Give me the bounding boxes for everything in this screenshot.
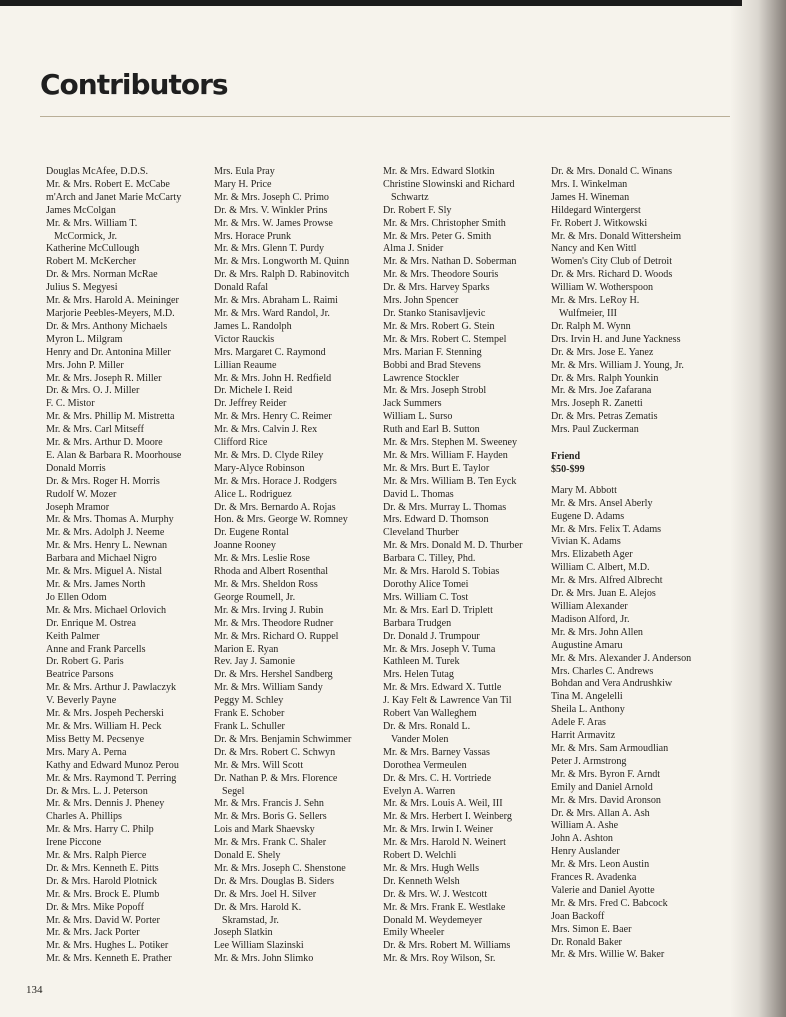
contributor-name: Madison Alford, Jr. — [551, 613, 630, 625]
contributor-name: Mr. & Mrs. Earl D. Triplett — [383, 604, 493, 616]
contributor-name: Marjorie Peebles-Meyers, M.D. — [46, 307, 175, 319]
contributor-name: Dr. Donald J. Trumpour — [383, 630, 480, 642]
contributor-name: Joanne Rooney — [214, 540, 276, 552]
contributor-name: Hon. & Mrs. George W. Romney — [214, 514, 348, 526]
contributor-name: Mr. & Mrs. Thomas A. Murphy — [46, 514, 174, 526]
contributor-name: Mr. & Mrs. Calvin J. Rex — [214, 424, 318, 436]
contributor-name: Mrs. Mary A. Perna — [46, 746, 127, 758]
contributor-name: Mr. & Mrs. Louis A. Weil, III — [383, 798, 503, 810]
contributor-name: Robert Van Walleghem — [383, 708, 477, 720]
contributor-name: Mrs. Paul Zuckerman — [551, 424, 639, 436]
contributor-name: Mr. & Mrs. Edward X. Tuttle — [383, 682, 502, 694]
contributor-name: Dr. & Mrs. Bernardo A. Rojas — [214, 501, 336, 513]
contributor-name: James L. Randolph — [214, 320, 292, 332]
contributor-name: Augustine Amaru — [551, 639, 623, 651]
contributor-name: Mr. & Mrs. John Allen — [551, 626, 643, 638]
contributor-name: Dr. & Mrs. Mike Popoff — [46, 901, 144, 913]
contributor-name: Lois and Mark Shaevsky — [214, 824, 315, 836]
contributor-name: Mr. & Mrs. Sam Armoudlian — [551, 742, 669, 754]
contributor-name: Dr. & Mrs. Ronald L. — [383, 720, 471, 732]
contributors-column-4 — [551, 166, 691, 962]
contributor-name: McCormick, Jr. — [54, 230, 118, 242]
contributor-name: Alma J. Snider — [383, 243, 444, 255]
contributor-name: Mr. & Mrs. Harold A. Meininger — [46, 295, 179, 307]
contributor-name: Mr. & Mrs. Glenn T. Purdy — [214, 243, 325, 255]
contributor-name: Mr. & Mrs. Alfred Albrecht — [551, 575, 663, 587]
contributor-name: Mr. & Mrs. Jospeh Pecherski — [46, 708, 164, 720]
contributor-name: Dr. & Mrs. Donald C. Winans — [551, 166, 673, 177]
contributor-name: Mr. & Mrs. Richard O. Ruppel — [214, 630, 339, 642]
contributor-name: m'Arch and Janet Marie McCarty — [46, 191, 182, 203]
contributor-name: Dr. & Mrs. Ralph Younkin — [551, 372, 659, 384]
contributor-name: Mrs. Joseph R. Zanetti — [551, 398, 643, 410]
contributor-name: Donald M. Weydemeyer — [383, 914, 483, 926]
contributor-name: Dr. & Mrs. Roger H. Morris — [46, 475, 160, 487]
contributor-name: Robert M. McKercher — [46, 256, 136, 268]
contributor-name: Mr. & Mrs. LeRoy H. — [551, 295, 640, 307]
contributor-name: James H. Wineman — [551, 191, 630, 203]
contributor-name: Nancy and Ken Wittl — [551, 243, 637, 255]
contributor-name: Dr. & Mrs. Joel H. Silver — [214, 888, 317, 900]
contributor-name: Mr. & Mrs. Joseph R. Miller — [46, 372, 162, 384]
contributor-name: Dr. Nathan P. & Mrs. Florence — [214, 772, 338, 784]
contributor-name: Mr. & Mrs. William H. Peck — [46, 720, 162, 732]
contributor-name: Mr. & Mrs. Robert C. Stempel — [383, 333, 507, 345]
contributor-name: Myron L. Milgram — [46, 333, 123, 345]
contributor-name: Dr. Michele I. Reid — [214, 385, 293, 397]
contributor-name: Mr. & Mrs. Nathan D. Soberman — [383, 256, 517, 268]
contributor-name: Mr. & Mrs. Donald M. D. Thurber — [383, 540, 523, 552]
contributor-name: David L. Thomas — [383, 488, 454, 500]
contributor-name: Irene Piccone — [46, 837, 102, 849]
contributor-name: Mr. & Mrs. Barney Vassas — [383, 746, 490, 758]
contributor-name: Mr. & Mrs. Irving J. Rubin — [214, 604, 324, 616]
contributor-name: Mr. & Mrs. Brock E. Plumb — [46, 888, 160, 900]
contributor-name: Mr. & Mrs. David W. Porter — [46, 914, 160, 926]
contributor-name: Valerie and Daniel Ayotte — [551, 884, 655, 896]
contributor-name: Douglas McAfee, D.D.S. — [46, 166, 149, 177]
contributor-name: Mr. & Mrs. Raymond T. Perring — [46, 772, 177, 784]
contributor-name: Peggy M. Schley — [214, 695, 284, 707]
contributor-name: Mr. & Mrs. Joseph Strobl — [383, 385, 487, 397]
contributor-name: Dr. & Mrs. Benjamin Schwimmer — [214, 733, 352, 745]
contributor-name: Keith Palmer — [46, 630, 100, 642]
contributor-name: Dorothea Vermeulen — [383, 759, 467, 771]
contributor-name: Mr. & Mrs. Phillip M. Mistretta — [46, 411, 175, 423]
contributor-name: Mr. & Mrs. Fred C. Babcock — [551, 897, 668, 909]
contributor-name: F. C. Mistor — [46, 398, 95, 410]
contributor-name: Mr. & Mrs. Arthur D. Moore — [46, 437, 163, 449]
contributor-name: Jack Summers — [383, 398, 442, 410]
contributor-name: Barbara Trudgen — [383, 617, 452, 629]
contributor-name: Katherine McCullough — [46, 243, 140, 255]
contributor-name: Dr. & Mrs. Petras Zematis — [551, 411, 658, 423]
contributor-name: Fr. Robert J. Witkowski — [551, 217, 648, 229]
contributor-name: Mr. & Mrs. Herbert I. Weinberg — [383, 811, 512, 823]
contributor-name: John A. Ashton — [551, 833, 613, 845]
contributor-name: Alice L. Rodriguez — [214, 488, 292, 500]
contributor-name: Mr. & Mrs. Donald Wittersheim — [551, 230, 682, 242]
contributor-name: Mr. & Mrs. Will Scott — [214, 759, 304, 771]
contributor-name: Mr. & Mrs. Francis J. Sehn — [214, 798, 324, 810]
contributor-name: Mr. & Mrs. Arthur J. Pawlaczyk — [46, 682, 177, 694]
contributor-name: Dr. Ralph M. Wynn — [551, 320, 631, 332]
contributor-name: Mr. & Mrs. W. James Prowse — [214, 217, 333, 229]
contributor-name: Marion E. Ryan — [214, 643, 279, 655]
contributor-name: Mrs. Horace Prunk — [214, 230, 292, 242]
contributor-name: Dr. & Mrs. Robert C. Schwyn — [214, 746, 336, 758]
contributor-name: Mr. & Mrs. Leon Austin — [551, 859, 650, 871]
contributor-name: Dr. Robert F. Sly — [383, 204, 452, 216]
contributor-name: Skramstad, Jr. — [222, 914, 279, 926]
contributor-name: Mr. & Mrs. Frank C. Shaler — [214, 837, 327, 849]
contributor-name: Mr. & Mrs. David Aronson — [551, 794, 661, 806]
contributor-name: Mary H. Price — [214, 178, 272, 190]
contributor-name: Donald E. Shely — [214, 850, 281, 862]
contributor-name: Henry Auslander — [551, 846, 620, 858]
contributor-name: Dr. & Mrs. Murray L. Thomas — [383, 501, 507, 513]
contributor-name: Vivian K. Adams — [551, 536, 621, 548]
contributor-name: E. Alan & Barbara R. Moorhouse — [46, 449, 182, 461]
contributor-name: Victor Rauckis — [214, 333, 275, 345]
contributor-name: Mr. & Mrs. Burt E. Taylor — [383, 462, 490, 474]
contributor-name: Christine Slowinski and Richard — [383, 178, 515, 190]
contributor-name: Segel — [222, 785, 245, 797]
contributor-name: Emily Wheeler — [383, 927, 445, 939]
contributor-name: Mr. & Mrs. Robert G. Stein — [383, 320, 495, 332]
contributor-name: Drs. Irvin H. and June Yackness — [551, 333, 681, 345]
contributor-name: Dr. & Mrs. L. J. Peterson — [46, 785, 148, 797]
contributor-name: Mr. & Mrs. Jack Porter — [46, 927, 140, 939]
contributor-name: Dr. & Mrs. Kenneth E. Pitts — [46, 862, 159, 874]
contributor-name: Rudolf W. Mozer — [46, 488, 117, 500]
contributor-name: Dr. Robert G. Paris — [46, 656, 124, 668]
contributor-name: Dr. Eugene Rontal — [214, 527, 289, 539]
contributor-name: Kathleen M. Turek — [383, 656, 460, 668]
contributor-name: Dr. & Mrs. Ralph D. Rabinovitch — [214, 269, 350, 281]
contributor-name: Robert D. Welchli — [383, 850, 457, 862]
contributor-name: Cleveland Thurber — [383, 527, 459, 539]
contributor-name: Mr. & Mrs. Harold N. Weinert — [383, 837, 506, 849]
contributor-name: Eugene D. Adams — [551, 510, 625, 522]
contributor-name: Dr. & Mrs. Anthony Michaels — [46, 320, 168, 332]
contributor-name: Donald Morris — [46, 462, 106, 474]
contributor-name: Mr. & Mrs. Robert E. McCabe — [46, 178, 170, 190]
contributor-name: Ruth and Earl B. Sutton — [383, 424, 480, 436]
contributor-name: Mr. & Mrs. Roy Wilson, Sr. — [383, 953, 496, 965]
contributor-name: William Alexander — [551, 601, 628, 612]
contributor-name: Mr. & Mrs. Stephen M. Sweeney — [383, 437, 518, 449]
contributor-name: Mr. & Mrs. Boris G. Sellers — [214, 811, 327, 823]
contributor-name: William C. Albert, M.D. — [551, 562, 650, 574]
contributor-name: Mr. & Mrs. Kenneth E. Prather — [46, 953, 172, 965]
contributor-name: Mrs. William C. Tost — [383, 591, 469, 603]
contributor-name: Mr. & Mrs. Henry C. Reimer — [214, 411, 332, 423]
top-rule — [0, 0, 742, 6]
contributor-name: Joseph Slatkin — [214, 927, 273, 939]
contributor-name: Dr. Enrique M. Ostrea — [46, 617, 136, 629]
contributor-name: Anne and Frank Parcells — [46, 643, 146, 655]
contributor-name: Mr. & Mrs. William J. Young, Jr. — [551, 359, 684, 371]
contributor-name: Schwartz — [391, 191, 429, 203]
contributor-name: Wulfmeier, III — [559, 307, 618, 319]
contributor-name: Dr. & Mrs. Robert M. Williams — [383, 940, 511, 952]
page-number: 134 — [26, 984, 43, 996]
contributor-name: Mary-Alyce Robinson — [214, 462, 305, 474]
contributor-name: Barbara and Michael Nigro — [46, 553, 157, 565]
contributor-name: Dr. & Mrs. Harold Plotnick — [46, 875, 158, 887]
contributor-name: Mr. & Mrs. Ralph Pierce — [46, 850, 147, 862]
contributor-name: William L. Surso — [383, 411, 453, 423]
contributor-name: George Roumell, Jr. — [214, 591, 296, 603]
contributor-name: Mrs. Elizabeth Ager — [551, 549, 633, 561]
page-title: Contributors — [40, 68, 228, 101]
contributor-name: Kathy and Edward Munoz Perou — [46, 759, 179, 771]
contributor-name: Lillian Reaume — [214, 359, 277, 371]
contributor-name: Bohdan and Vera Andrushkiw — [551, 678, 673, 690]
contributor-name: Mr. & Mrs. John Slimko — [214, 953, 314, 965]
contributor-name: Dr. Stanko Stanisavljevic — [383, 307, 486, 319]
contributor-name: Jo Ellen Odom — [46, 591, 107, 603]
contributor-name: Mr. & Mrs. Horace J. Rodgers — [214, 475, 337, 487]
contributor-name: Mrs. Edward D. Thomson — [383, 514, 489, 526]
contributor-name: Dr. & Mrs. Juan E. Alejos — [551, 588, 656, 600]
contributor-name: Mr. & Mrs. Theodore Rudner — [214, 617, 334, 629]
contributor-name: Joseph Mramor — [46, 501, 110, 513]
contributor-name: Dr. & Mrs. Hershel Sandberg — [214, 669, 333, 681]
contributor-name: Mrs. I. Winkelman — [551, 178, 628, 190]
contributor-name: Mr. & Mrs. D. Clyde Riley — [214, 449, 324, 461]
section-heading: Friend — [551, 451, 581, 463]
contributor-name: Adele F. Aras — [551, 717, 606, 729]
contributor-name: Mr. & Mrs. Miguel A. Nistal — [46, 566, 163, 578]
contributor-name: Mary M. Abbott — [551, 484, 617, 496]
contributor-name: William W. Wotherspoon — [551, 282, 654, 294]
contributor-name: Mr. & Mrs. Joseph C. Primo — [214, 191, 329, 203]
contributors-column-1 — [46, 166, 181, 966]
contributor-name: James McColgan — [46, 204, 116, 216]
contributor-name: Mr. & Mrs. Harry C. Philp — [46, 824, 154, 836]
contributor-name: Beatrice Parsons — [46, 669, 114, 681]
contributor-name: Peter J. Armstrong — [551, 755, 627, 767]
section-amount-range: $50-$99 — [551, 463, 585, 475]
contributor-name: Mr. & Mrs. Dennis J. Pheney — [46, 798, 165, 810]
contributor-name: Mr. & Mrs. Henry L. Newnan — [46, 540, 168, 552]
contributor-name: Mr. & Mrs. Leslie Rose — [214, 553, 310, 565]
contributor-name: Dr. & Mrs. Douglas B. Siders — [214, 875, 335, 887]
contributor-name: Mrs. Margaret C. Raymond — [214, 346, 326, 358]
contributor-name: Mr. & Mrs. Longworth M. Quinn — [214, 256, 350, 268]
contributor-name: Mr. & Mrs. Sheldon Ross — [214, 579, 318, 590]
contributor-name: Mr. & Mrs. William T. — [46, 217, 138, 229]
contributor-name: Mr. & Mrs. Joseph V. Tuma — [383, 643, 496, 655]
contributor-name: Mr. & Mrs. Ward Randol, Jr. — [214, 307, 330, 319]
contributor-name: Dr. & Mrs. Norman McRae — [46, 269, 158, 281]
contributor-name: Women's City Club of Detroit — [551, 256, 673, 268]
contributor-name: Mr. & Mrs. Alexander J. Anderson — [551, 652, 692, 664]
contributor-name: Dr. & Mrs. Harold K. — [214, 901, 302, 913]
contributor-name: Dr. & Mrs. Harvey Sparks — [383, 282, 490, 294]
contributor-name: Dr. Ronald Baker — [551, 936, 622, 948]
contributor-name: Dr. Jeffrey Reider — [214, 398, 287, 410]
contributor-name: Mrs. Eula Pray — [214, 166, 275, 177]
contributors-column-2 — [214, 166, 351, 966]
contributor-name: Clifford Rice — [214, 437, 268, 449]
contributor-name: Dr. & Mrs. V. Winkler Prins — [214, 204, 328, 216]
contributor-name: Mr. & Mrs. Hughes L. Potiker — [46, 940, 169, 952]
contributor-name: Mr. & Mrs. Joe Zafarana — [551, 385, 652, 397]
contributor-name: Barbara C. Tilley, Phd. — [383, 553, 476, 565]
contributor-name: Lawrence Stockler — [383, 372, 459, 384]
contributor-name: Sheila L. Anthony — [551, 704, 625, 716]
contributor-name: Mr. & Mrs. Christopher Smith — [383, 217, 506, 229]
contributor-name: Mr. & Mrs. John H. Redfield — [214, 372, 332, 384]
contributor-name: Joan Backoff — [551, 910, 605, 922]
contributor-name: Dr. Kenneth Welsh — [383, 875, 460, 887]
contributor-name: Dr. & Mrs. W. J. Westcott — [383, 888, 488, 900]
contributor-name: Harrit Armavitz — [551, 730, 616, 742]
contributor-name: Mr. & Mrs. Willie W. Baker — [551, 949, 665, 961]
contributor-name: Donald Rafal — [214, 282, 269, 294]
contributor-name: Henry and Dr. Antonina Miller — [46, 346, 171, 358]
contributor-name: Hildegard Wintergerst — [551, 204, 641, 216]
contributor-name: V. Beverly Payne — [46, 695, 117, 707]
contributor-name: Mrs. Helen Tutag — [383, 669, 454, 681]
contributor-name: Mrs. Simon E. Baer — [551, 923, 632, 935]
contributor-name: Mr. & Mrs. Joseph C. Shenstone — [214, 862, 346, 874]
contributor-name: J. Kay Felt & Lawrence Van Til — [383, 695, 512, 707]
contributor-name: Mr. & Mrs. William B. Ten Eyck — [383, 475, 517, 487]
title-divider — [40, 116, 730, 117]
contributor-name: William A. Ashe — [551, 820, 619, 832]
contributor-name: Mr. & Mrs. Adolph J. Neeme — [46, 527, 165, 539]
contributor-name: Mr. & Mrs. Michael Orlovich — [46, 604, 166, 616]
contributor-name: Mrs. Charles C. Andrews — [551, 665, 654, 677]
contributor-name: Vander Molen — [391, 733, 449, 745]
contributor-name: Mr. & Mrs. Harold S. Tobias — [383, 566, 500, 578]
contributor-name: Frank E. Schober — [214, 708, 285, 720]
contributor-name: Mrs. Marian F. Stenning — [383, 346, 482, 358]
contributor-name: Mr. & Mrs. Byron F. Arndt — [551, 768, 661, 780]
contributor-name: Mr. & Mrs. Abraham L. Raimi — [214, 295, 338, 307]
contributor-name: Dr. & Mrs. C. H. Vortriede — [383, 772, 492, 784]
contributor-name: Frances R. Avadenka — [551, 872, 637, 884]
contributor-name: Frank L. Schuller — [214, 720, 285, 732]
contributor-name: Dorothy Alice Tomei — [383, 579, 469, 590]
contributor-name: Mr. & Mrs. William F. Hayden — [383, 449, 508, 461]
contributor-name: Emily and Daniel Arnold — [551, 781, 653, 793]
contributor-name: Dr. & Mrs. Jose E. Yanez — [551, 346, 654, 358]
contributor-name: Julius S. Megyesi — [46, 282, 118, 294]
binding-shadow — [730, 0, 786, 1017]
contributor-name: Bobbi and Brad Stevens — [383, 359, 481, 371]
contributor-name: Evelyn A. Warren — [383, 785, 456, 797]
contributor-name: Mr. & Mrs. Ansel Aberly — [551, 497, 653, 509]
contributor-name: Lee William Slazinski — [214, 940, 304, 952]
contributor-name: Mr. & Mrs. Edward Slotkin — [383, 166, 495, 177]
contributor-name: Dr. & Mrs. Richard D. Woods — [551, 269, 673, 281]
contributor-name: Mr. & Mrs. William Sandy — [214, 682, 323, 694]
contributors-column-3 — [383, 166, 522, 966]
contributor-name: Mr. & Mrs. Irwin I. Weiner — [383, 824, 494, 836]
contributor-name: Tina M. Angelelli — [551, 691, 623, 703]
contributor-name: Mrs. John Spencer — [383, 295, 459, 307]
contributor-name: Mr. & Mrs. James North — [46, 579, 146, 590]
contributor-name: Mr. & Mrs. Theodore Souris — [383, 269, 499, 281]
contributor-name: Mr. & Mrs. Peter G. Smith — [383, 230, 492, 242]
contributor-name: Dr. & Mrs. O. J. Miller — [46, 385, 140, 397]
contributor-name: Mr. & Mrs. Hugh Wells — [383, 862, 480, 874]
contributor-name: Charles A. Phillips — [46, 811, 122, 823]
contributor-name: Rhoda and Albert Rosenthal — [214, 566, 329, 578]
contributor-name: Dr. & Mrs. Allan A. Ash — [551, 807, 650, 819]
contributor-name: Miss Betty M. Pecsenye — [46, 733, 145, 745]
contributor-name: Rev. Jay J. Samonie — [214, 656, 295, 668]
contributor-name: Mr. & Mrs. Felix T. Adams — [551, 523, 662, 535]
contributor-name: Mr. & Mrs. Frank E. Westlake — [383, 901, 506, 913]
contributor-name: Mr. & Mrs. Carl Mitseff — [46, 424, 144, 436]
contributor-name: Mrs. John P. Miller — [46, 359, 124, 371]
